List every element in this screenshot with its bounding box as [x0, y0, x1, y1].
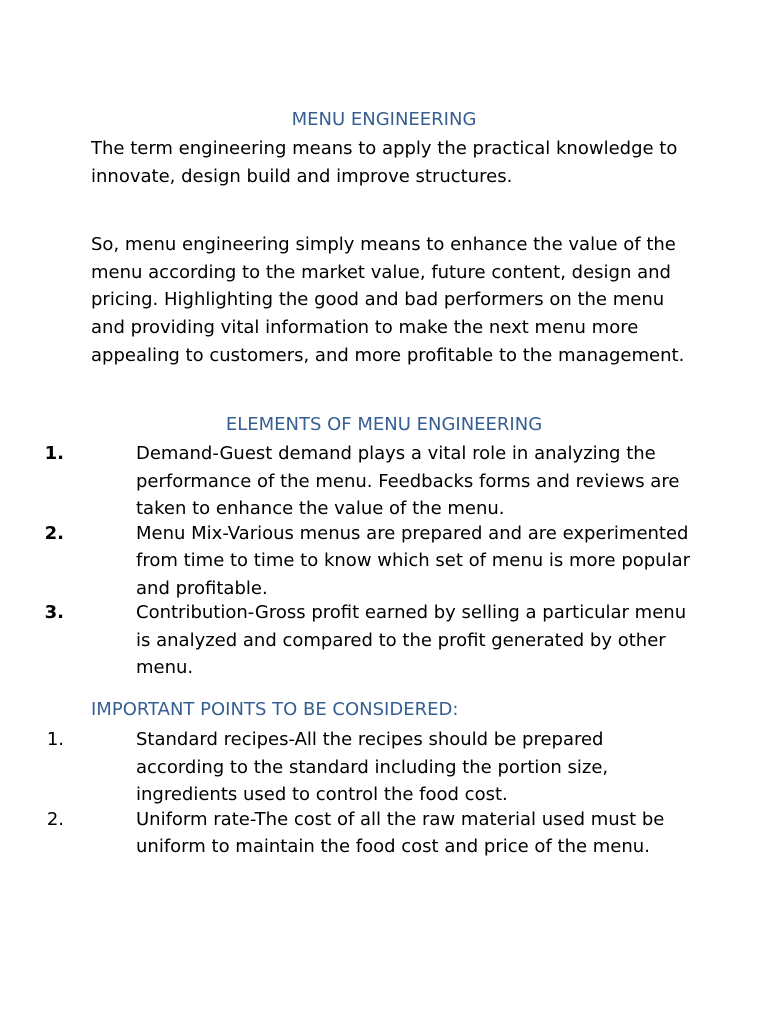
list-item-text: Standard recipes-All the recipes should be prepared according to the standard including the portion size, ingredients used to control the food cost. [136, 729, 609, 805]
list-item [0, 599, 696, 682]
definition-paragraph: So, menu engineering simply means to enhance the value of the menu according to the market value, future content, design and pricing. Highlighting the good and bad performers on the menu and providing vital information to make the next menu more appealing to customers, and more profitable to the management. [91, 234, 685, 366]
elements-list [0, 440, 768, 682]
elements-heading: ELEMENTS OF MENU ENGINEERING [225, 414, 543, 435]
list-item-text: Demand-Guest demand plays a vital role in analyzing the performance of the menu. Feedbacks forms and reviews are taken to enhance the value of the menu. [136, 443, 680, 519]
list-item-text: Uniform rate-The cost of all the raw material used must be uniform to maintain the food cost and price of the menu. [136, 808, 665, 857]
list-number: 1. [44, 443, 64, 464]
list-number: 2. [46, 808, 64, 830]
list-number: 1. [46, 729, 64, 750]
list-number: 3. [44, 602, 64, 623]
intro-paragraph: The term engineering means to apply the practical knowledge to innovate, design build and improve structures. [91, 138, 678, 187]
list-item [0, 806, 696, 861]
list-number: 2. [44, 522, 64, 544]
list-item [0, 520, 696, 603]
points-list [0, 726, 768, 861]
points-heading: IMPORTANT POINTS TO BE CONSIDERED: [91, 699, 459, 720]
list-item-text: Contribution-Gross profit earned by selling a particular menu is analyzed and compared to the profit generated by other menu. [136, 602, 687, 678]
list-item [0, 440, 696, 523]
list-item [0, 726, 696, 809]
page-title: MENU ENGINEERING [291, 109, 477, 130]
list-item-text: Menu Mix-Various menus are prepared and are experimented from time to time to know which set of menu is more popular and profitable. [136, 522, 691, 599]
